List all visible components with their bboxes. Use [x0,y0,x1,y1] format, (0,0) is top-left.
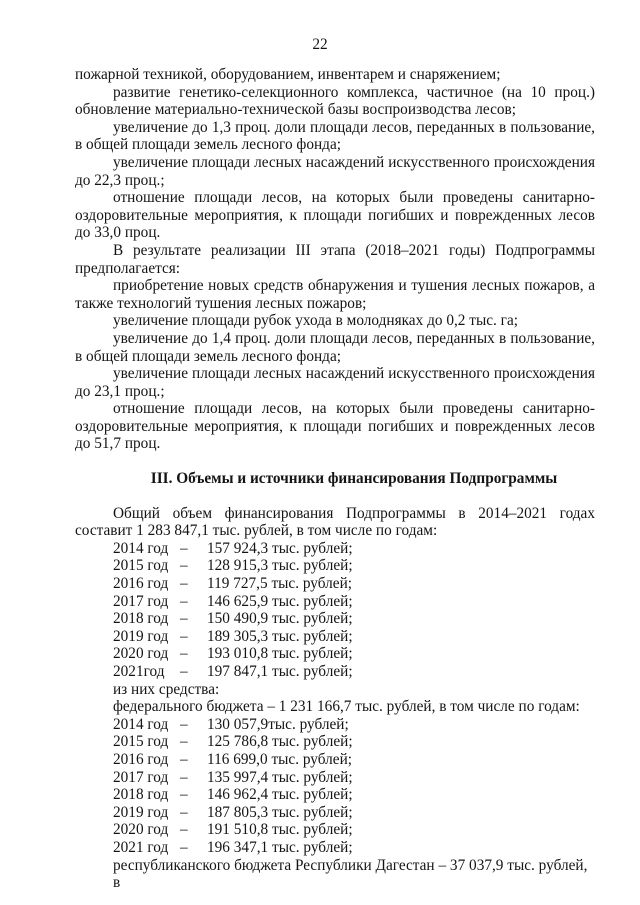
total-year-row [75,557,595,575]
year-label: 2017 год [113,592,169,610]
amount: 196 347,1 тыс. рублей; [207,838,353,856]
dash: – [180,575,188,593]
year-label: 2016 год [113,750,169,768]
paragraph: пожарной техникой, оборудованием, инвентарем и снаряжением; [75,66,501,83]
dash: – [180,715,188,733]
amount: 135 997,4 тыс. рублей; [207,768,353,786]
dash: – [180,592,188,610]
amount: 187 805,3 тыс. рублей; [207,803,353,821]
year-label: 2021год [113,663,165,680]
paragraph: увеличение площади лесных насаждений искусственного происхождения до 23,1 проц.; [75,365,595,400]
amount: 197 847,1 тыс. рублей; [207,663,353,680]
amount: 157 924,3 тыс. рублей; [207,539,353,557]
federal-year-row [75,716,595,734]
dash: – [180,645,188,663]
paragraph: увеличение площади лесных насаждений искусственного происхождения до 22,3 проц.; [75,153,595,189]
dash: – [180,539,188,557]
year-label: 2018 год [113,786,169,804]
dash: – [180,768,188,786]
year-label: 2020 год [113,821,169,839]
paragraph: В результате реализации III этапа (2018–2021 годы) Подпрограммы предполагается: [75,241,595,277]
total-funding-paragraph: Общий объем финансирования Подпрограммы в 2014–2021 годах составит 1 283 847,1 тыс. рублей, в том числе по годам: [75,504,595,540]
year-label: 2014 год [113,715,169,733]
federal-year-row [75,839,595,857]
year-label: 2015 год [113,733,169,751]
federal-by-year-list [75,716,595,857]
paragraph: отношение площади лесов, на которых были проведены санитарно-оздоровительные мероприятия, к площади погибших и поврежденных лесов до 33,0 проц. [75,189,595,242]
dash: – [180,838,188,856]
page-body [75,66,595,892]
year-label: 2020 год [113,645,169,663]
amount: 116 699,0 тыс. рублей; [207,750,352,768]
paragraph: отношение площади лесов, на которых были проведены санитарно-оздоровительные мероприятия, к площади погибших и поврежденных лесов до 51,7 проц. [75,400,595,453]
year-label: 2019 год [113,627,169,645]
dash: – [180,663,188,680]
spacer [75,453,595,470]
year-label: 2016 год [113,575,169,593]
total-year-row [75,593,595,611]
amount: 193 010,8 тыс. рублей; [207,645,353,663]
paragraph: приобретение новых средств обнаружения и тушения лесных пожаров, а также технологий тушения лесных пожаров; [75,277,595,312]
page-number: 22 [312,36,328,53]
dash: – [180,803,188,821]
amount: 130 057,9тыс. рублей; [207,715,349,733]
amount: 150 490,9 тыс. рублей; [207,610,353,628]
of-which-label: из них средства: [113,680,220,698]
section-heading: III. Объемы и источники финансирования Подпрограммы [150,470,558,488]
dash: – [180,750,188,768]
total-year-row [75,540,595,558]
dash: – [180,557,188,575]
dash: – [180,627,188,645]
federal-year-row [75,733,595,751]
federal-year-row [75,751,595,769]
total-year-row [75,575,595,593]
dash: – [180,821,188,839]
federal-year-row [75,786,595,804]
year-label: 2021 год [113,838,169,856]
amount: 119 727,5 тыс. рублей; [207,575,352,593]
year-label: 2019 год [113,803,169,821]
federal-year-row [75,821,595,839]
total-by-year-list [75,540,595,681]
federal-year-row [75,804,595,822]
amount: 146 962,4 тыс. рублей; [207,786,353,804]
paragraph: увеличение площади рубок ухода в молодняках до 0,2 тыс. га; [113,312,518,330]
federal-year-row [75,769,595,787]
amount: 125 786,8 тыс. рублей; [207,733,353,751]
total-year-row [75,610,595,628]
year-label: 2017 год [113,768,169,786]
total-year-row [75,645,595,663]
amount: 191 510,8 тыс. рублей; [207,821,353,839]
year-label: 2014 год [113,539,169,557]
dash: – [180,786,188,804]
paragraph: увеличение до 1,3 проц. доли площади лесов, переданных в пользование, в общей площади земель лесного фонда; [75,118,595,154]
federal-budget-paragraph: федерального бюджета – 1 231 166,7 тыс. рублей, в том числе по годам: [113,698,580,716]
paragraph: развитие генетико-селекционного комплекса, частичное (на 10 проц.) обновление материально-технической базы воспроизводства лесов; [75,83,595,119]
total-year-row [75,663,595,681]
total-year-row [75,628,595,646]
amount: 128 915,3 тыс. рублей; [207,557,353,575]
paragraph: увеличение до 1,4 проц. доли площади лесов, переданных в пользование, в общей площади земель лесного фонда; [75,329,595,365]
dash: – [180,733,188,751]
dash: – [180,610,188,628]
spacer [75,488,595,505]
amount: 146 625,9 тыс. рублей; [207,592,353,610]
republic-budget-paragraph: республиканского бюджета Республики Дагестан – 37 037,9 тыс. рублей, в [113,856,588,892]
year-label: 2018 год [113,610,169,628]
year-label: 2015 год [113,557,169,575]
amount: 189 305,3 тыс. рублей; [207,627,353,645]
